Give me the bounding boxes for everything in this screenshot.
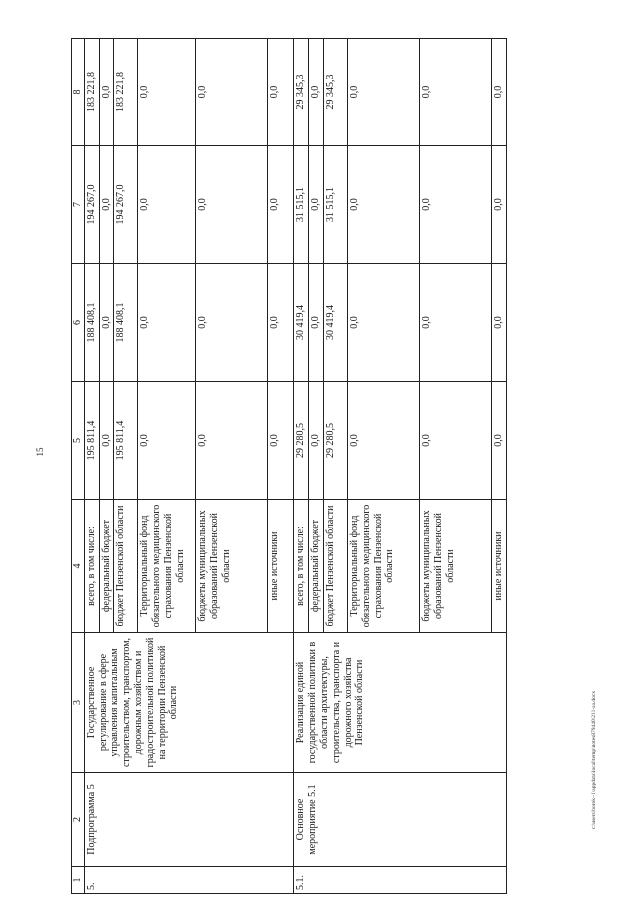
table-rows: [84, 39, 506, 894]
funding-source-label: бюджет Пензенской области: [114, 500, 138, 633]
funding-value-col-5: 0,0: [196, 382, 268, 500]
funding-value-col-6: 30 419,4: [294, 264, 309, 382]
funding-value-col-7: 0,0: [268, 146, 294, 264]
funding-value-col-5: 0,0: [491, 382, 506, 500]
funding-value-col-8: 29 345,3: [323, 39, 347, 146]
col-6-header: 6: [72, 264, 85, 382]
funding-source-label: федеральный бюджет: [99, 500, 114, 633]
funding-value-col-8: 0,0: [419, 39, 491, 146]
funding-value-col-7: 0,0: [309, 146, 324, 264]
funding-value-col-7: 31 515,1: [294, 146, 309, 264]
col-5-header: 5: [72, 382, 85, 500]
funding-value-col-5: 0,0: [309, 382, 324, 500]
funding-value-col-6: 0,0: [196, 264, 268, 382]
funding-value-col-6: 0,0: [491, 264, 506, 382]
col-4-header: 4: [72, 500, 85, 633]
funding-value-col-6: 188 408,1: [114, 264, 138, 382]
funding-value-col-6: 188 408,1: [84, 264, 99, 382]
funding-value-col-5: 0,0: [99, 382, 114, 500]
funding-source-label: иные источники: [491, 500, 506, 633]
table-row: [84, 39, 99, 894]
row-number: 5.: [84, 867, 294, 894]
funding-value-col-7: 194 267,0: [84, 146, 99, 264]
funding-value-col-8: 0,0: [99, 39, 114, 146]
funding-value-col-5: 0,0: [268, 382, 294, 500]
funding-value-col-6: 0,0: [309, 264, 324, 382]
funding-value-col-7: 0,0: [347, 146, 419, 264]
funding-value-col-6: 0,0: [138, 264, 196, 382]
funding-source-label: всего, в том числе:: [84, 500, 99, 633]
funding-value-col-7: 0,0: [196, 146, 268, 264]
funding-value-col-7: 0,0: [491, 146, 506, 264]
funding-value-col-5: 29 280,5: [323, 382, 347, 500]
funding-value-col-6: 30 419,4: [323, 264, 347, 382]
row-description: Реализация единой государственной политики в области архитектуры, строительства, транспорта и дорожного хозяйства Пензенской области: [294, 633, 506, 773]
funding-value-col-8: 0,0: [309, 39, 324, 146]
row-number: 5.1.: [294, 867, 506, 894]
page-number-text: 15: [35, 447, 45, 457]
funding-source-label: бюджеты муниципальных образований Пензенской области: [196, 500, 268, 633]
column-number-row: [72, 39, 85, 894]
col-2-header: 2: [72, 773, 85, 867]
funding-value-col-8: 183 221,8: [84, 39, 99, 146]
funding-value-col-5: 0,0: [419, 382, 491, 500]
row-program-name: Основное мероприятие 5.1: [294, 773, 506, 867]
funding-value-col-8: 0,0: [347, 39, 419, 146]
col-3-header: 3: [72, 633, 85, 773]
funding-source-label: Территориальный фонд обязательного медицинского страхования Пензенской области: [347, 500, 419, 633]
funding-value-col-5: 195 811,4: [84, 382, 99, 500]
row-description: Государственное регулирование в сфере управления капитальным строительством, транспортом, дорожным хозяйством и градостроительной политикой на территории Пензенской области: [84, 633, 294, 773]
funding-value-col-5: 29 280,5: [294, 382, 309, 500]
funding-source-label: всего, в том числе:: [294, 500, 309, 633]
funding-source-label: федеральный бюджет: [309, 500, 324, 633]
funding-source-label: Территориальный фонд обязательного медицинского страхования Пензенской области: [138, 500, 196, 633]
funding-value-col-8: 0,0: [268, 39, 294, 146]
funding-source-label: бюджет Пензенской области: [323, 500, 347, 633]
funding-value-col-6: 0,0: [419, 264, 491, 382]
funding-value-col-8: 183 221,8: [114, 39, 138, 146]
funding-value-col-7: 0,0: [138, 146, 196, 264]
funding-value-col-7: 0,0: [99, 146, 114, 264]
table-row: [294, 39, 309, 894]
funding-value-col-6: 0,0: [99, 264, 114, 382]
funding-value-col-5: 0,0: [138, 382, 196, 500]
col-8-header: 8: [72, 39, 85, 146]
col-7-header: 7: [72, 146, 85, 264]
col-1-header: 1: [72, 867, 85, 894]
funding-value-col-7: 0,0: [419, 146, 491, 264]
funding-source-label: бюджеты муниципальных образований Пензенской области: [419, 500, 491, 633]
budget-table: [71, 38, 507, 894]
budget-table-frame: [71, 39, 614, 894]
footer-file-path-text: c:\users\borok~1\appdata\local\temp\notes879440\211-aa.docx: [591, 690, 597, 830]
funding-value-col-7: 194 267,0: [114, 146, 138, 264]
funding-value-col-8: 0,0: [491, 39, 506, 146]
funding-source-label: иные источники: [268, 500, 294, 633]
funding-value-col-5: 195 811,4: [114, 382, 138, 500]
funding-value-col-6: 0,0: [347, 264, 419, 382]
funding-value-col-8: 29 345,3: [294, 39, 309, 146]
funding-value-col-7: 31 515,1: [323, 146, 347, 264]
funding-value-col-5: 0,0: [347, 382, 419, 500]
funding-value-col-6: 0,0: [268, 264, 294, 382]
row-program-name: Подпрограмма 5: [84, 773, 294, 867]
funding-value-col-8: 0,0: [196, 39, 268, 146]
funding-value-col-8: 0,0: [138, 39, 196, 146]
